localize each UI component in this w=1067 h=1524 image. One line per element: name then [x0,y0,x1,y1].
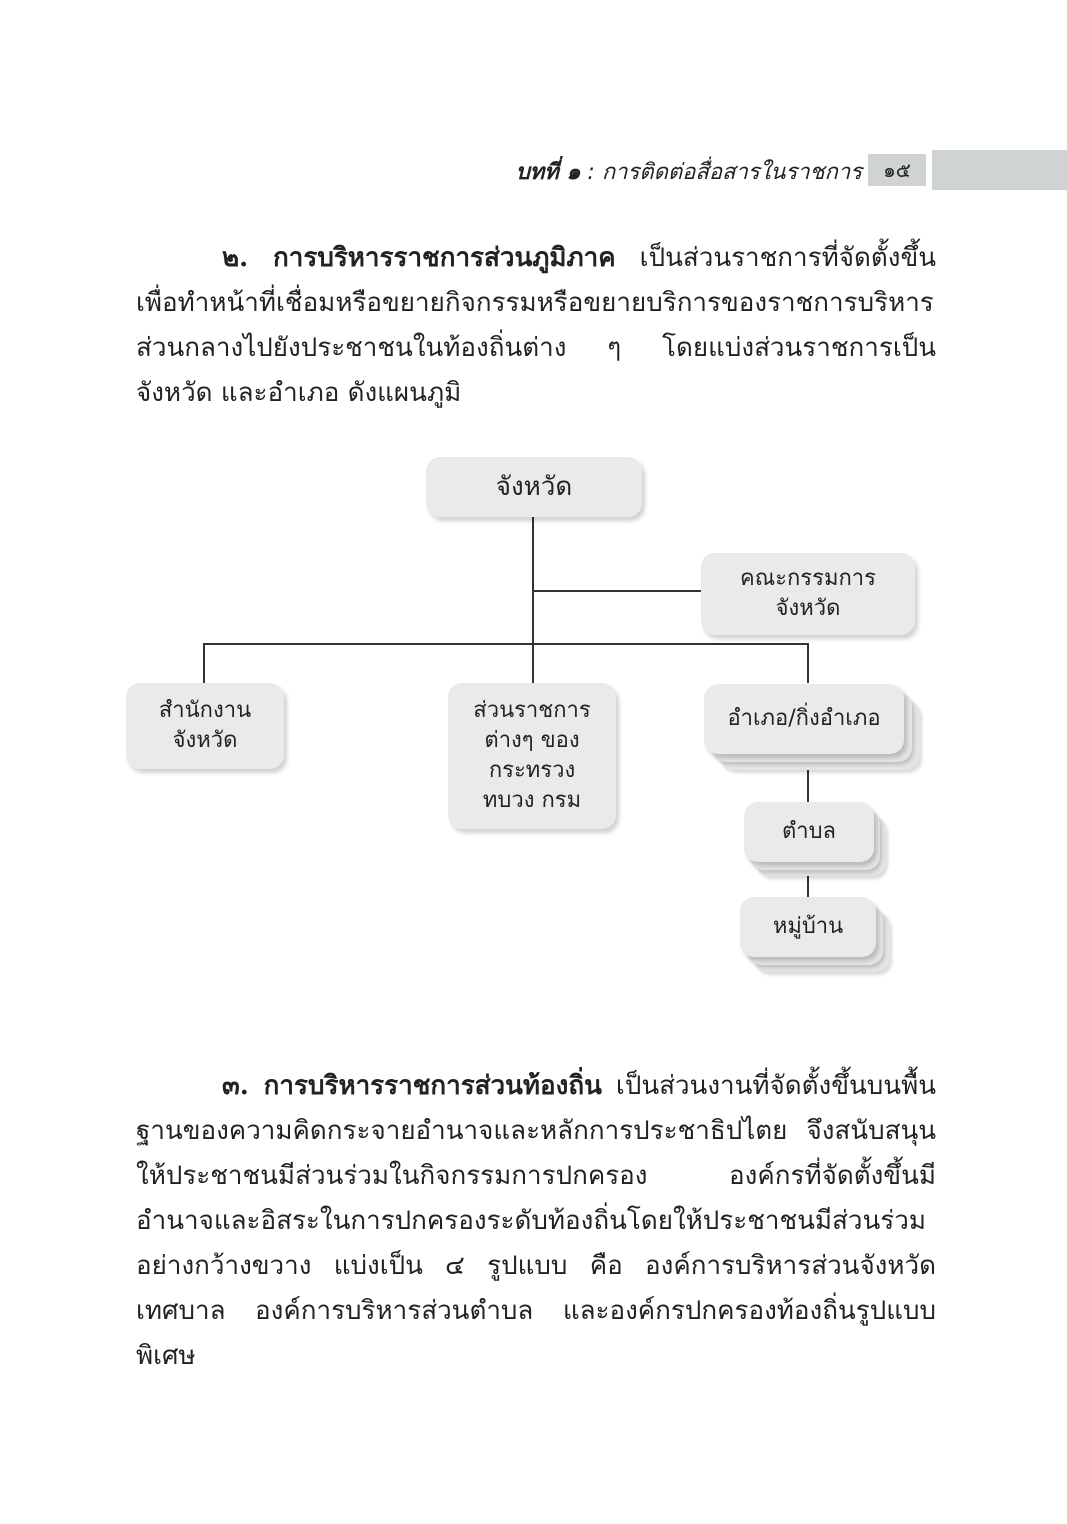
node-office-label-line1: สำนักงาน [158,698,252,723]
node-agencies-label-line3: กระทรวง [488,758,576,783]
node-provincial-committee [701,553,915,635]
node-village-label: หมู่บ้าน [772,914,844,939]
paragraph-local-administration [136,1064,936,1379]
header-chapter: บทที่ ๑ [515,160,581,185]
connector-line [532,516,534,644]
paragraph-regional-administration [136,236,936,416]
node-agencies-label-line4: ทบวง กรม [482,788,582,813]
node-provincial-office [126,683,284,769]
node-ministry-agencies [448,683,616,829]
connector-line [532,643,534,683]
node-village [740,897,876,957]
node-province [426,457,642,517]
connector-line [807,768,809,802]
connector-line [203,643,205,683]
page-number: ๑๕ [868,154,926,186]
header-decor-bar [932,150,1067,190]
connector-line [533,590,701,592]
header-title [516,154,862,189]
node-subdistrict [744,802,874,862]
node-agencies-label-line2: ต่างๆ ของ [484,728,580,753]
node-subdistrict-label: ตำบล [781,819,837,844]
node-province-label: จังหวัด [495,472,573,502]
node-district-label: อำเภอ/กิ่งอำเภอ [727,706,881,731]
paragraph-body: เป็นส่วนราชการที่จัดตั้งขึ้นเพื่อทำหน้าที่เชื่อมหรือขยายกิจกรรมหรือขยายบริการของราชการบริหารส่วนกลางไปยังประชาชนในท้องถิ่นต่าง ๆ โดยแบ่งส่วนราชการเป็นจังหวัด และอำเภอ ดังแผนภูมิ [136,243,936,408]
node-office-label-line2: จังหวัด [172,728,238,753]
node-agencies-label-line1: ส่วนราชการ [473,698,591,723]
running-header [0,148,1067,192]
connector-line [203,643,809,645]
paragraph-body: เป็นส่วนงานที่จัดตั้งขึ้นบนพื้นฐานของความคิดกระจายอำนาจและหลักการประชาธิปไตย จึงสนับสนุนให้ประชาชนมีส่วนร่วมในกิจกรรมการปกครอง องค์กรที่จัดตั้งขึ้นมีอำนาจและอิสระในการปกครองระดับท้องถิ่นโดยให้ประชาชนมีส่วนร่วมอย่างกว้างขวาง แบ่งเป็น ๔ รูปแบบ คือ องค์การบริหารส่วนจังหวัด เทศบาล องค์การบริหารส่วนตำบล และองค์กรปกครองท้องถิ่นรูปแบบพิเศษ [136,1071,936,1371]
connector-line [807,643,809,683]
paragraph-heading: ๒. การบริหารราชการส่วนภูมิภาค [222,243,616,273]
node-district [704,684,904,754]
paragraph-heading: ๓. การบริหารราชการส่วนท้องถิ่น [222,1071,602,1101]
node-committee-label-line2: จังหวัด [775,596,841,621]
node-committee-label-line1: คณะกรรมการ [740,566,876,591]
header-chapter-title: : การติดต่อสื่อสารในราชการ [580,160,862,185]
